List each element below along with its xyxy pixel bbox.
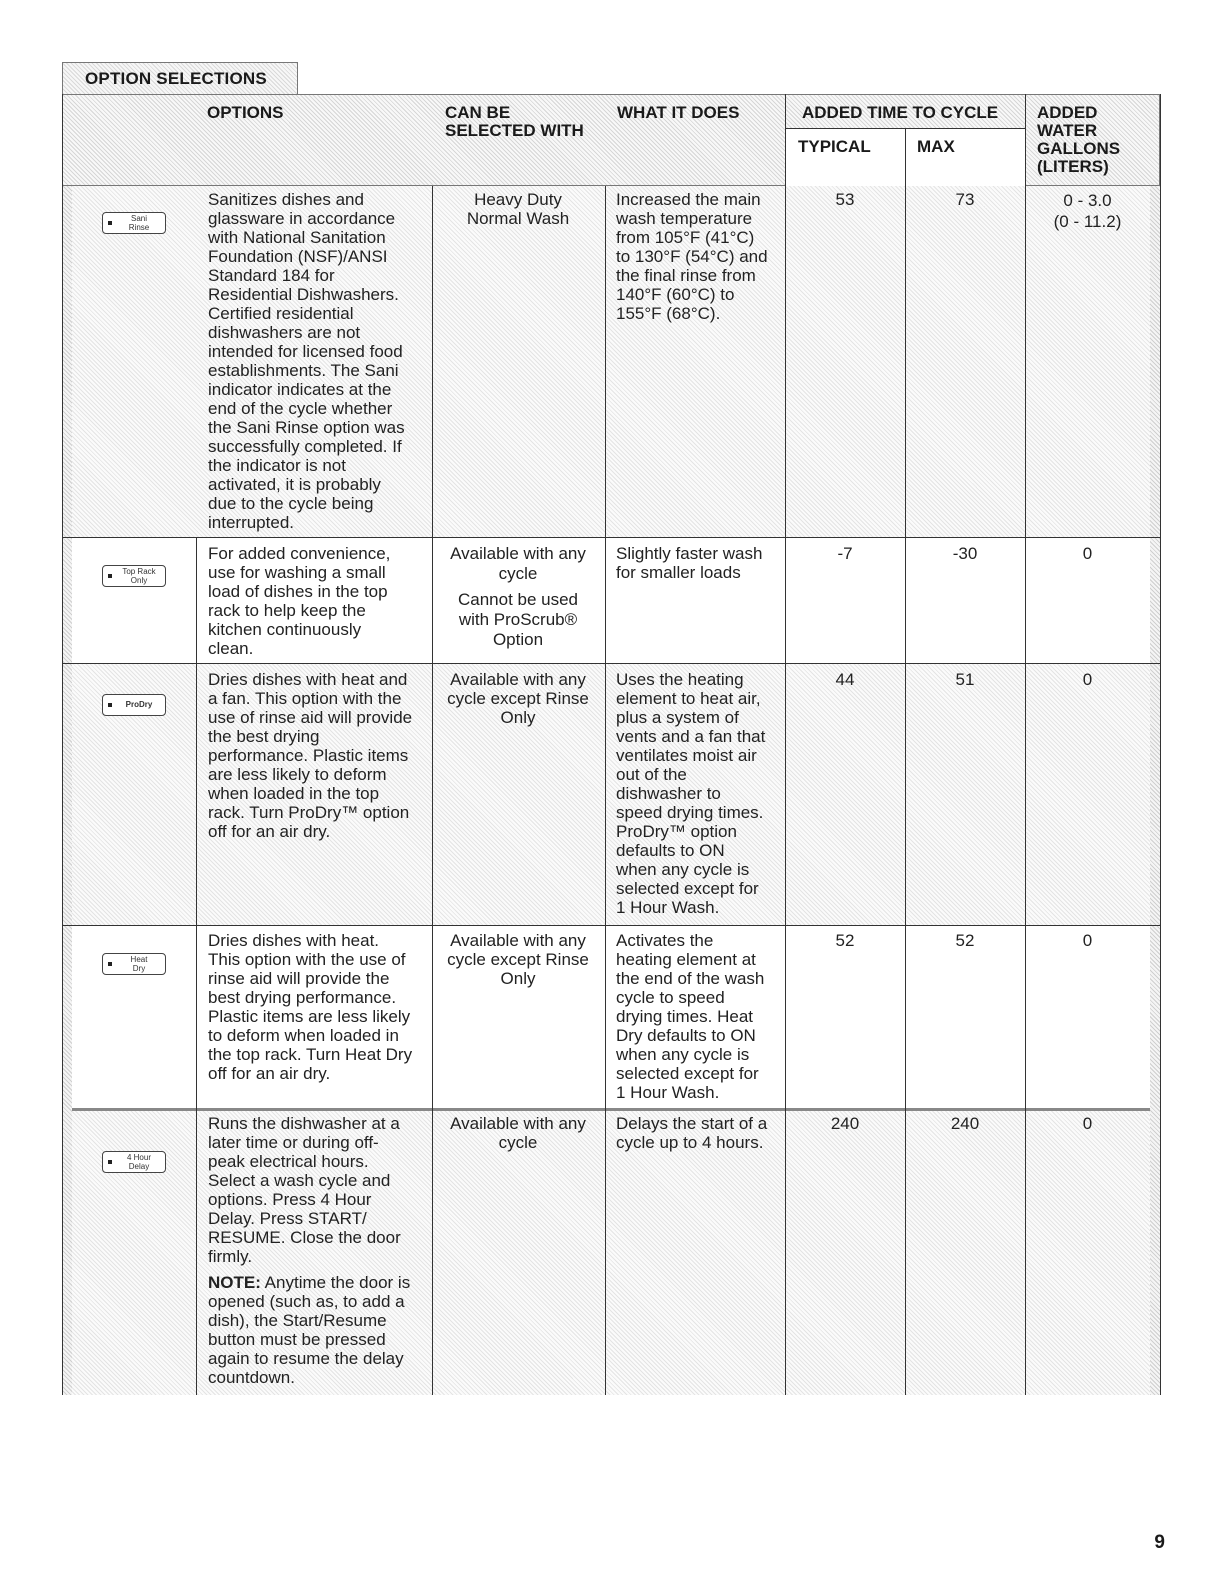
added-water: 0 [1082, 670, 1093, 689]
typical-time: 53 [835, 190, 855, 209]
max-time: 73 [955, 190, 975, 209]
option-description: Dries dishes with heat and a fan. This option with the use of rinse aid will provide the best drying performance. Plastic items are less likely to deform when loaded in the top rack. Turn ProDry™ option off for an air dry. [208, 670, 413, 841]
what-it-does: Slightly faster wash for smaller loads [616, 544, 763, 582]
section-title: OPTION SELECTIONS [85, 69, 267, 88]
added-water: 0 - 3.0 (0 - 11.2) [1053, 191, 1122, 231]
header-can-be-selected-with: CAN BE SELECTED WITH [445, 103, 584, 140]
selected-with: Heavy Duty Normal Wash [466, 190, 570, 228]
what-it-does: Uses the heating element to heat air, plus a system of vents and a fan that ventilates moist air out of the dishwasher to speed drying times. ProDry™ option defaults to ON when any cycle is selected except for 1 Hour Wash. [616, 670, 766, 917]
header-what-it-does: WHAT IT DOES [617, 103, 740, 122]
section-title-tab [62, 62, 298, 94]
header-typical: TYPICAL [798, 137, 871, 156]
selected-with: Available with any cycle [450, 1114, 586, 1152]
max-time: -30 [952, 544, 978, 563]
table-row [62, 537, 1160, 663]
added-water: 0 [1082, 931, 1093, 950]
what-it-does: Increased the main wash temperature from 105°F (41°C) to 130°F (54°C) and the final rinse from 140°F (60°C) to 155°F (68°C). [616, 190, 768, 323]
typical-time: 52 [835, 931, 855, 950]
selected-with: Available with any cycle except Rinse Only [447, 670, 589, 727]
max-time: 240 [950, 1114, 980, 1133]
table-row [62, 663, 1160, 925]
heat-dry-button-icon: Heat Dry [102, 953, 166, 975]
table-header [62, 94, 1160, 186]
page-number: 9 [1154, 1532, 1165, 1553]
what-it-does: Delays the start of a cycle up to 4 hours. [616, 1114, 768, 1152]
4-hour-delay-button-icon: 4 Hour Delay [102, 1151, 166, 1173]
table-row [62, 925, 1160, 1108]
what-it-does: Activates the heating element at the end of the wash cycle to speed drying times. Heat Dry defaults to ON when any cycle is selected except for 1 Hour Wash. [616, 931, 765, 1102]
option-description: Dries dishes with heat. This option with the use of rinse aid will provide the best drying performance. Plastic items are less likely to deform when loaded in the top rack. Turn Heat Dry off for an air dry. [208, 931, 413, 1083]
note-label: NOTE: [208, 1273, 261, 1292]
typical-time: 44 [835, 670, 855, 689]
added-water: 0 [1082, 544, 1093, 563]
table-row [62, 186, 1160, 537]
note-text: NOTE: Anytime the door is [208, 1273, 411, 1292]
header-added-water: ADDED WATER GALLONS (LITERS) [1037, 103, 1121, 176]
header-options: OPTIONS [207, 103, 284, 122]
typical-time: 240 [830, 1114, 860, 1133]
max-time: 51 [955, 670, 975, 689]
option-description: Sanitizes dishes and glassware in accordance with National Sanitation Foundation (NSF)/ANSI Standard 184 for Residential Dishwashers. Certified residential dishwashers are not intended for licensed food establishments. The Sani indicator indicates at the end of the cycle whether the Sani Rinse option was successfully completed. If the indicator is not activated, it is probably due to the cycle being interrupted. [208, 190, 405, 532]
option-description: For added convenience, use for washing a small load of dishes in the top rack to help keep the kitchen continuously clean. [208, 544, 391, 658]
added-water: 0 [1082, 1114, 1093, 1133]
max-time: 52 [955, 931, 975, 950]
option-description: Runs the dishwasher at a later time or during off- peak electrical hours. Select a wash cycle and options. Press 4 Hour Delay. Press START/ RESUME. Close the door firmly. NOTE: Anytime the door is opened (such as, to add a dish), the Start/Resume button must be pressed again to resume the delay countdown. [208, 1114, 436, 1387]
selected-with: Available with any cycle except Rinse Only [447, 931, 589, 988]
header-max: MAX [917, 137, 955, 156]
table-row [62, 1108, 1160, 1395]
sani-rinse-button-icon: Sani Rinse [102, 212, 166, 234]
typical-time: -7 [837, 544, 853, 563]
top-rack-only-button-icon: Top Rack Only [102, 565, 166, 587]
selected-with: Available with any cycle Cannot be used with ProScrub® Option [450, 544, 586, 649]
header-added-time: ADDED TIME TO CYCLE [802, 103, 999, 122]
prodry-button-icon: ProDry [102, 694, 166, 716]
